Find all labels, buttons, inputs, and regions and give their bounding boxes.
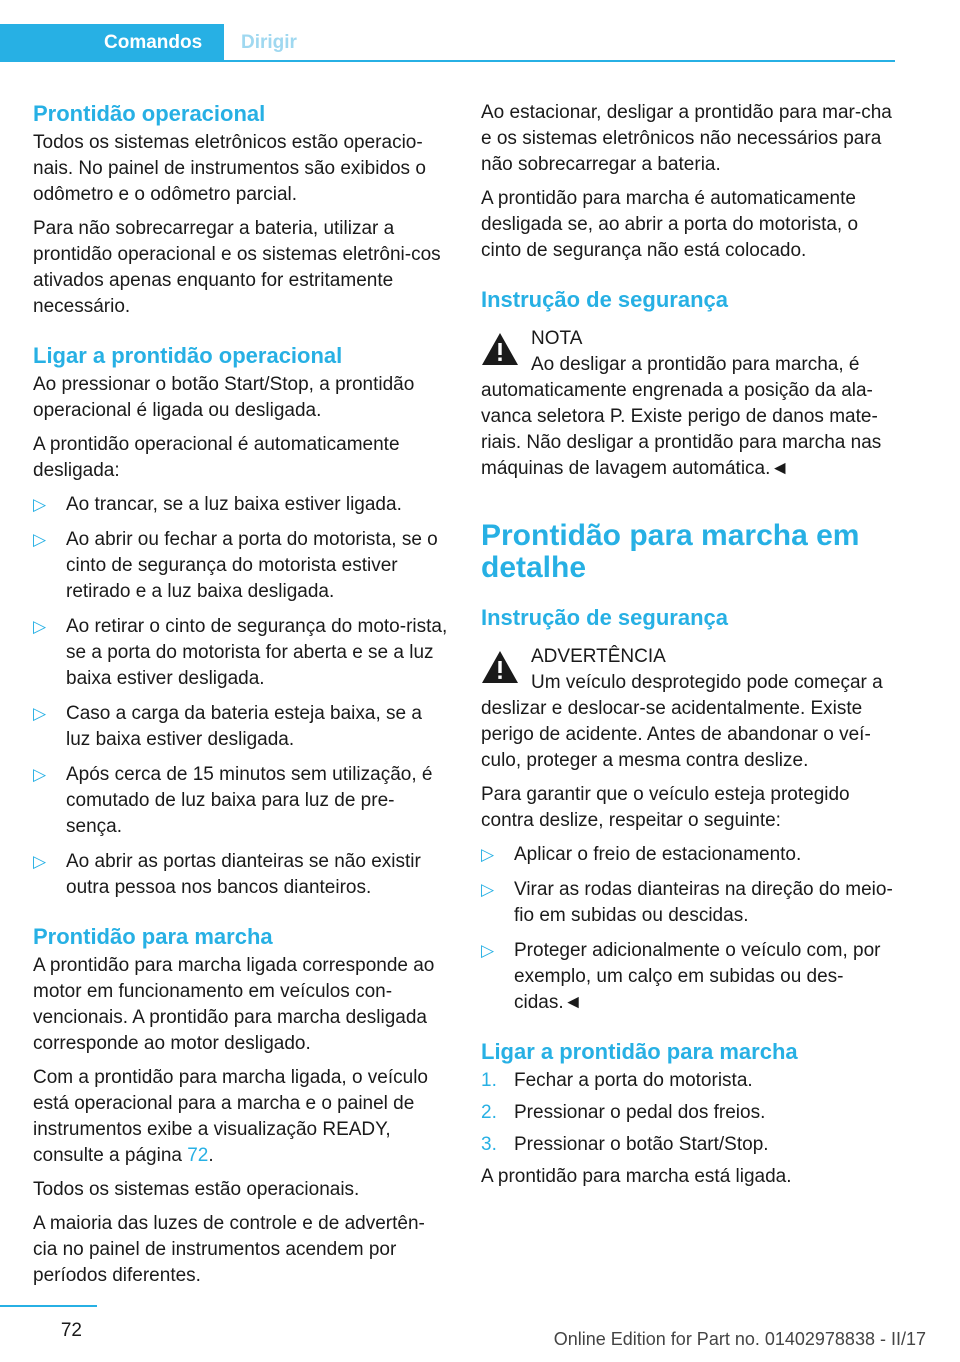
heading-ligar-prontidao-marcha: Ligar a prontidão para marcha	[481, 1039, 798, 1064]
paragraph: A maioria das luzes de controle e de advertên-cia no painel de instrumentos acendem por períodos diferentes.	[33, 1213, 425, 1286]
paragraph: Ao pressionar o botão Start/Stop, a prontidão operacional é ligada ou desligada.	[33, 374, 415, 421]
paragraph: Ao estacionar, desligar a prontidão para mar-cha e os sistemas eletrônicos não necessários para não sobrecarregar a bateria.	[481, 102, 892, 175]
bullet-triangle-icon: ▷	[481, 941, 495, 960]
heading-instrucao-seguranca: Instrução de segurança	[481, 287, 728, 312]
warning-title: ADVERTÊNCIA	[531, 646, 666, 667]
bullet-triangle-icon: ▷	[33, 765, 47, 784]
warning-body: Um veículo desprotegido pode começar a deslizar e deslocar-se acidentalmente. Existe perigo de acidente. Antes de abandonar o veí-culo, proteger a mesma contra deslize.	[481, 672, 883, 771]
heading-prontidao-para-marcha: Prontidão para marcha	[33, 924, 273, 949]
warning-triangle-icon	[481, 650, 519, 684]
list-item: 1. Fechar a porta do motorista.	[481, 1070, 753, 1091]
bullet-triangle-icon: ▷	[33, 852, 47, 871]
left-column	[33, 100, 448, 1297]
note-title: NOTA	[531, 328, 583, 349]
paragraph: A prontidão para marcha é automaticamente desligada se, ao abrir a porta do motorista, o cinto de segurança não está colocado.	[481, 188, 859, 261]
note-box	[481, 326, 896, 352]
page-link[interactable]: 72	[187, 1145, 209, 1166]
list-item: ▷ Ao abrir as portas dianteiras se não existir outra pessoa nos bancos dianteiros.	[33, 851, 421, 898]
tab-comandos[interactable]: Comandos	[0, 24, 224, 62]
list-item: ▷ Virar as rodas dianteiras na direção do meio-fio em subidas ou descidas.	[481, 879, 893, 926]
heading-prontidao-marcha-detalhe: Prontidão para marcha em detalhe	[481, 519, 860, 584]
heading-prontidao-operacional: Prontidão operacional	[33, 101, 266, 126]
numbered-list	[481, 1068, 896, 1158]
paragraph: A prontidão operacional é automaticamente desligada:	[33, 434, 400, 481]
list-item: 2. Pressionar o pedal dos freios.	[481, 1102, 766, 1123]
bullet-triangle-icon: ▷	[33, 495, 47, 514]
heading-instrucao-seguranca-2: Instrução de segurança	[481, 605, 728, 630]
list-item: ▷ Ao abrir ou fechar a porta do motorista, se o cinto de segurança do motorista estiver retirado e a luz baixa desligada.	[33, 529, 438, 602]
paragraph: A prontidão para marcha está ligada.	[481, 1166, 792, 1187]
list-item: ▷ Aplicar o freio de estacionamento.	[481, 842, 896, 868]
heading-ligar-prontidao-operacional: Ligar a prontidão operacional	[33, 343, 343, 368]
list-item: ▷ Ao trancar, se a luz baixa estiver ligada.	[33, 492, 448, 518]
note-body: Ao desligar a prontidão para marcha, é automaticamente engrenada a posição da ala-vanca seletora P. Existe perigo de danos mate-riais. Não desligar a prontidão para marcha nas máquinas de lavagem automática.◄	[481, 354, 882, 479]
list-item: ▷ Proteger adicionalmente o veículo com, por exemplo, um calço em subidas ou des-cidas.◄	[481, 940, 881, 1013]
paragraph: Para garantir que o veículo esteja protegido contra deslize, respeitar o seguinte:	[481, 784, 850, 831]
header-rule	[0, 60, 895, 62]
bullet-triangle-icon: ▷	[33, 617, 47, 636]
paragraph: Todos os sistemas estão operacionais.	[33, 1179, 360, 1200]
bullet-triangle-icon: ▷	[481, 880, 495, 899]
paragraph: Todos os sistemas eletrônicos estão operacio-nais. No painel de instrumentos são exibidos o odômetro e o odômetro parcial.	[33, 132, 426, 205]
paragraph: Para não sobrecarregar a bateria, utilizar a prontidão operacional e os sistemas eletrôni-cos ativados apenas enquanto for estritamente necessário.	[33, 218, 441, 317]
paragraph: A prontidão para marcha ligada corresponde ao motor em funcionamento em veículos con-vencionais. A prontidão para marcha desligada corresponde ao motor desligado.	[33, 955, 435, 1054]
warning-triangle-icon	[481, 332, 519, 366]
bullet-triangle-icon: ▷	[33, 530, 47, 549]
bullet-list	[481, 842, 896, 1016]
paragraph-with-page-ref: Com a prontidão para marcha ligada, o veículo está operacional para a marcha e o painel de instrumentos exibe a visualização READY, consulte a página 72.	[33, 1067, 429, 1166]
edition-note: Online Edition for Part no. 01402978838 - II/17	[553, 1329, 926, 1349]
warning-box	[481, 644, 896, 670]
bullet-list	[33, 492, 448, 901]
list-item: ▷ Após cerca de 15 minutos sem utilização, é comutado de luz baixa para luz de pre-sença.	[33, 764, 433, 837]
bullet-triangle-icon: ▷	[481, 845, 495, 864]
footer-rule	[0, 1305, 97, 1307]
tab-dirigir[interactable]: Dirigir	[241, 32, 297, 53]
bullet-triangle-icon: ▷	[33, 704, 47, 723]
list-item: ▷ Ao retirar o cinto de segurança do moto-rista, se a porta do motorista for aberta e se a luz baixa estiver desligada.	[33, 616, 448, 689]
list-item: ▷ Caso a carga da bateria esteja baixa, se a luz baixa estiver desligada.	[33, 703, 422, 750]
page-number: 72	[60, 1320, 82, 1341]
list-item: 3. Pressionar o botão Start/Stop.	[481, 1134, 769, 1155]
right-column	[481, 100, 896, 1198]
